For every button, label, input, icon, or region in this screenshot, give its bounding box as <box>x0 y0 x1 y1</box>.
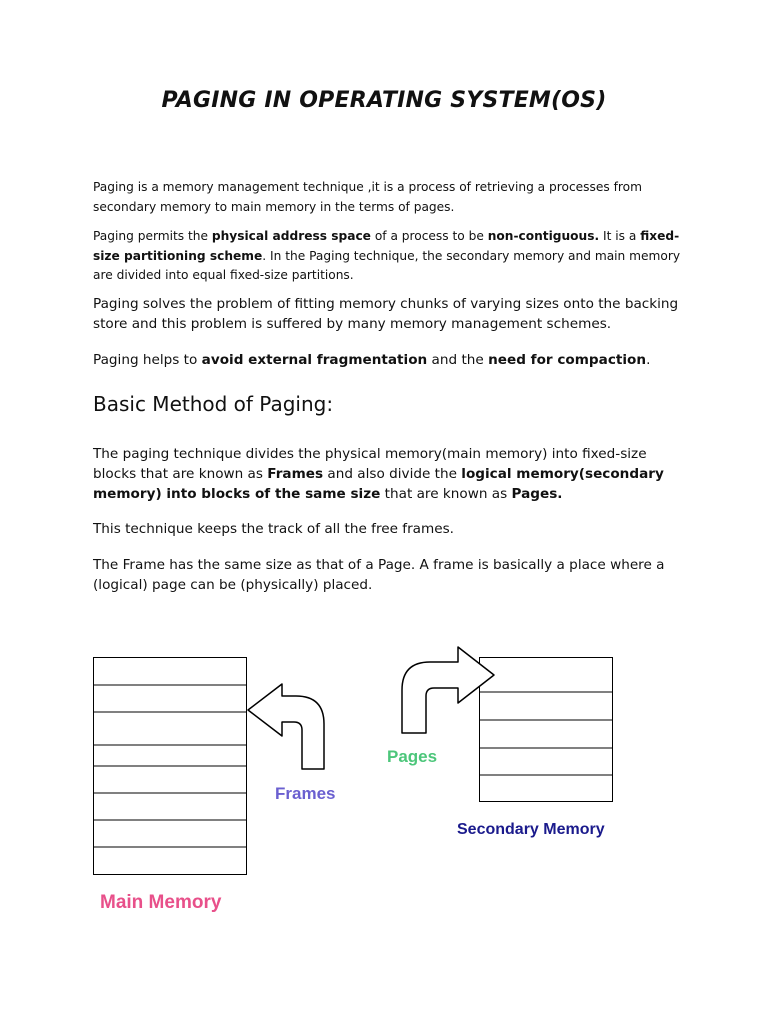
text-fragment: that are known as <box>380 486 512 502</box>
paragraph-backing-store: Paging solves the problem of fitting memory chunks of varying sizes onto the backing store and this problem is suffered by many memory management schemes. <box>93 296 679 332</box>
section-heading: Basic Method of Paging: <box>93 392 334 416</box>
main-memory-label: Main Memory <box>100 892 222 913</box>
text-fragment: and the <box>427 352 489 368</box>
frames-label: Frames <box>275 784 336 803</box>
text-fragment: of a process to be <box>370 229 488 243</box>
bold-term-logical-memory: logical memory(secondary memory) into blocks of the same size <box>93 466 664 502</box>
text-fragment: The paging technique divides the physical memory(main memory) into fixed-size blocks that are known as <box>93 446 647 482</box>
text-fragment: Paging helps to <box>93 352 202 368</box>
bold-term-pages: Pages. <box>511 486 563 502</box>
text-fragment: Paging permits the <box>93 229 212 243</box>
secondary-memory-block <box>480 658 613 802</box>
frames-arrow-icon <box>248 684 324 769</box>
bold-term-external-fragmentation: avoid external fragmentation <box>201 352 428 368</box>
secondary-memory-outline <box>480 658 613 802</box>
bold-term-frames: Frames <box>267 466 324 482</box>
page-title: PAGING IN OPERATING SYSTEM(OS) <box>161 88 607 113</box>
text-fragment: . In the Paging technique, the secondary memory and main memory are divided into equal fixed-size partitions. <box>93 248 681 282</box>
pages-label: Pages <box>387 747 438 766</box>
text-fragment: and also divide the <box>323 466 462 482</box>
text-fragment: . <box>646 352 651 368</box>
bold-term-fixed-size-partitioning: fixed-size partitioning scheme <box>93 229 680 263</box>
paragraph-frame-page: The Frame has the same size as that of a Page. A frame is basically a place where a (logical) page can be (physically) placed. <box>93 557 665 593</box>
intro-paragraph: Paging is a memory management technique ,it is a process of retrieving a processes from secondary memory to main memory in the terms of pages. <box>93 180 642 214</box>
main-memory-block <box>94 658 247 875</box>
bold-term-compaction: need for compaction <box>488 352 647 368</box>
secondary-memory-label: Secondary Memory <box>457 821 605 838</box>
bold-term-non-contiguous: non-contiguous. <box>487 229 600 243</box>
paragraph-free-frames: This technique keeps the track of all the free frames. <box>93 521 454 537</box>
text-fragment: It is a <box>599 229 641 243</box>
bold-term-physical-address-space: physical address space <box>211 229 371 243</box>
